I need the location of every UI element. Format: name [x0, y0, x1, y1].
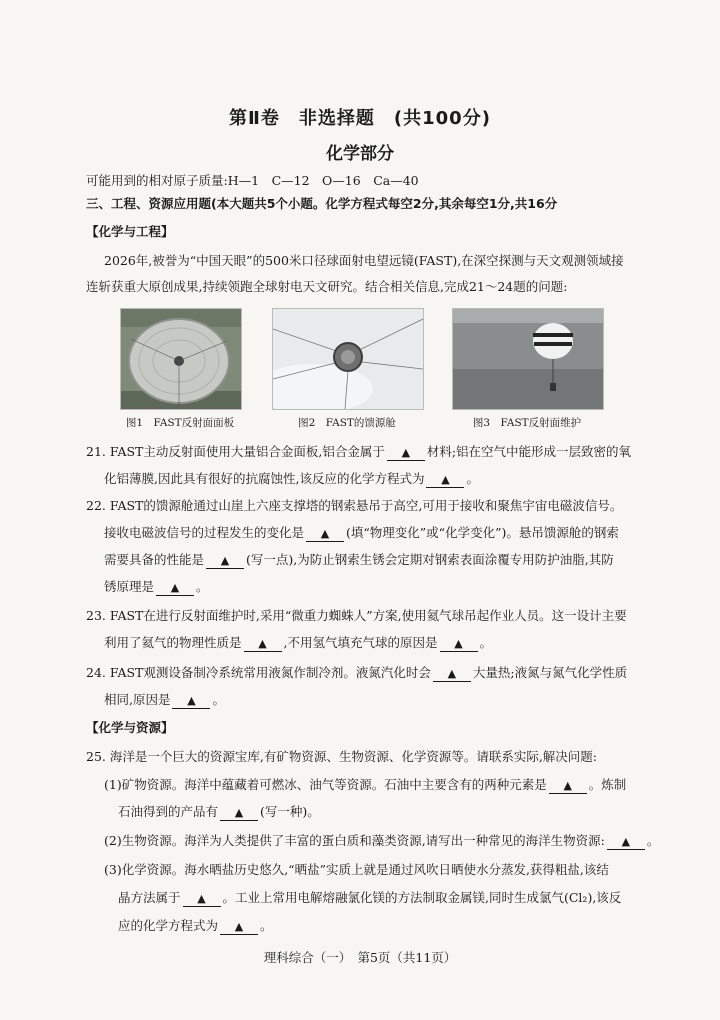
answer-blank[interactable]: ▲: [549, 779, 587, 794]
question-22-line4: 锈原理是 ▲ 。: [104, 579, 209, 594]
question-22-line1: 22. FAST的馈源舱通过山崖上六座支撑塔的钢索悬吊于高空,可用于接收和聚焦宇宙电磁波信号。: [86, 498, 623, 513]
question-23-line1: 23. FAST在进行反射面维护时,采用“微重力蜘蛛人”方案,使用氦气球吊起作业人员。这一设计主要: [86, 608, 627, 623]
eng-intro-line2: 连斩获重大原创成果,持续领跑全球射电天文研究。结合相关信息,完成21～24题的问题:: [86, 279, 568, 294]
question-25-part2: (2)生物资源。海洋为人类提供了丰富的蛋白质和藻类资源,请写出一种常见的海洋生物资源: ▲ 。: [104, 833, 660, 848]
answer-blank[interactable]: ▲: [306, 527, 344, 542]
answer-blank[interactable]: ▲: [206, 554, 244, 569]
eng-intro-line1: 2026年,被誉为“中国天眼”的500米口径球面射电望远镜(FAST),在深空探测与天文观测领域接: [104, 253, 624, 268]
question-21-line1: 21. FAST主动反射面使用大量铝合金面板,铝合金属于 ▲ 材料;铝在空气中能形成一层致密的氧: [86, 444, 632, 459]
figure-1-caption: 图1 FAST反射面面板: [125, 417, 235, 429]
question-21-line2: 化铝薄膜,因此具有很好的抗腐蚀性,该反应的化学方程式为 ▲ 。: [104, 471, 479, 486]
question-22-line2: 接收电磁波信号的过程发生的变化是 ▲ (填“物理变化”或“化学变化”)。悬吊馈源舱的钢索: [104, 525, 619, 540]
figure-2-image: [272, 308, 424, 410]
eng-heading: 【化学与工程】: [86, 224, 174, 239]
answer-blank[interactable]: ▲: [440, 637, 478, 652]
answer-blank[interactable]: ▲: [607, 835, 645, 850]
answer-blank[interactable]: ▲: [433, 667, 471, 682]
answer-blank[interactable]: ▲: [426, 473, 464, 488]
figure-3-image: [452, 308, 604, 410]
answer-blank[interactable]: ▲: [156, 581, 194, 596]
question-25-intro: 25. 海洋是一个巨大的资源宝库,有矿物资源、生物资源、化学资源等。请联系实际,解决问题:: [86, 749, 598, 764]
section-instructions: 三、工程、资源应用题(本大题共5个小题。化学方程式每空2分,其余每空1分,共16分: [86, 196, 558, 211]
figure-1-image: [120, 308, 242, 410]
page-title: 第Ⅱ卷 非选择题 (共100分): [229, 108, 491, 129]
section-subtitle: 化学部分: [326, 144, 394, 164]
question-25-part3-line1: (3)化学资源。海水晒盐历史悠久,“晒盐”实质上就是通过风吹日晒使水分蒸发,获得粗盐,该结: [104, 862, 609, 877]
question-25-part3-line3: 应的化学方程式为 ▲ 。: [118, 918, 273, 933]
answer-blank[interactable]: ▲: [172, 694, 210, 709]
question-24-line1: 24. FAST观测设备制冷系统常用液氮作制冷剂。液氮汽化时会 ▲ 大量热;液氮与氮气化学性质: [86, 665, 628, 680]
answer-blank[interactable]: ▲: [244, 637, 282, 652]
answer-blank[interactable]: ▲: [220, 920, 258, 935]
question-25-part1-line2: 石油得到的产品有 ▲ (写一种)。: [118, 804, 320, 819]
question-24-line2: 相同,原因是 ▲ 。: [104, 692, 225, 707]
figure-2-caption: 图2 FAST的馈源舱: [298, 417, 396, 429]
answer-blank[interactable]: ▲: [220, 806, 258, 821]
question-25-part1-line1: (1)矿物资源。海洋中蕴藏着可燃冰、油气等资源。石油中主要含有的两种元素是 ▲ 。炼制: [104, 777, 627, 792]
answer-blank[interactable]: ▲: [387, 446, 425, 461]
question-25-part3-line2: 晶方法属于 ▲ 。工业上常用电解熔融氯化镁的方法制取金属镁,同时生成氯气(Cl₂),该反: [118, 890, 622, 905]
question-23-line2: 利用了氦气的物理性质是 ▲ ,不用氢气填充气球的原因是 ▲ 。: [104, 635, 493, 650]
atomic-mass-line: 可能用到的相对原子质量:H—1 C—12 O—16 Ca—40: [86, 173, 419, 188]
page-footer: 理科综合（一） 第5页（共11页）: [263, 950, 457, 965]
question-22-line3: 需要具备的性能是 ▲ (写一点),为防止钢索生锈会定期对钢索表面涂覆专用防护油脂,其防: [104, 552, 614, 567]
figure-3-caption: 图3 FAST反射面维护: [472, 417, 582, 429]
res-heading: 【化学与资源】: [86, 720, 174, 735]
answer-blank[interactable]: ▲: [183, 892, 221, 907]
